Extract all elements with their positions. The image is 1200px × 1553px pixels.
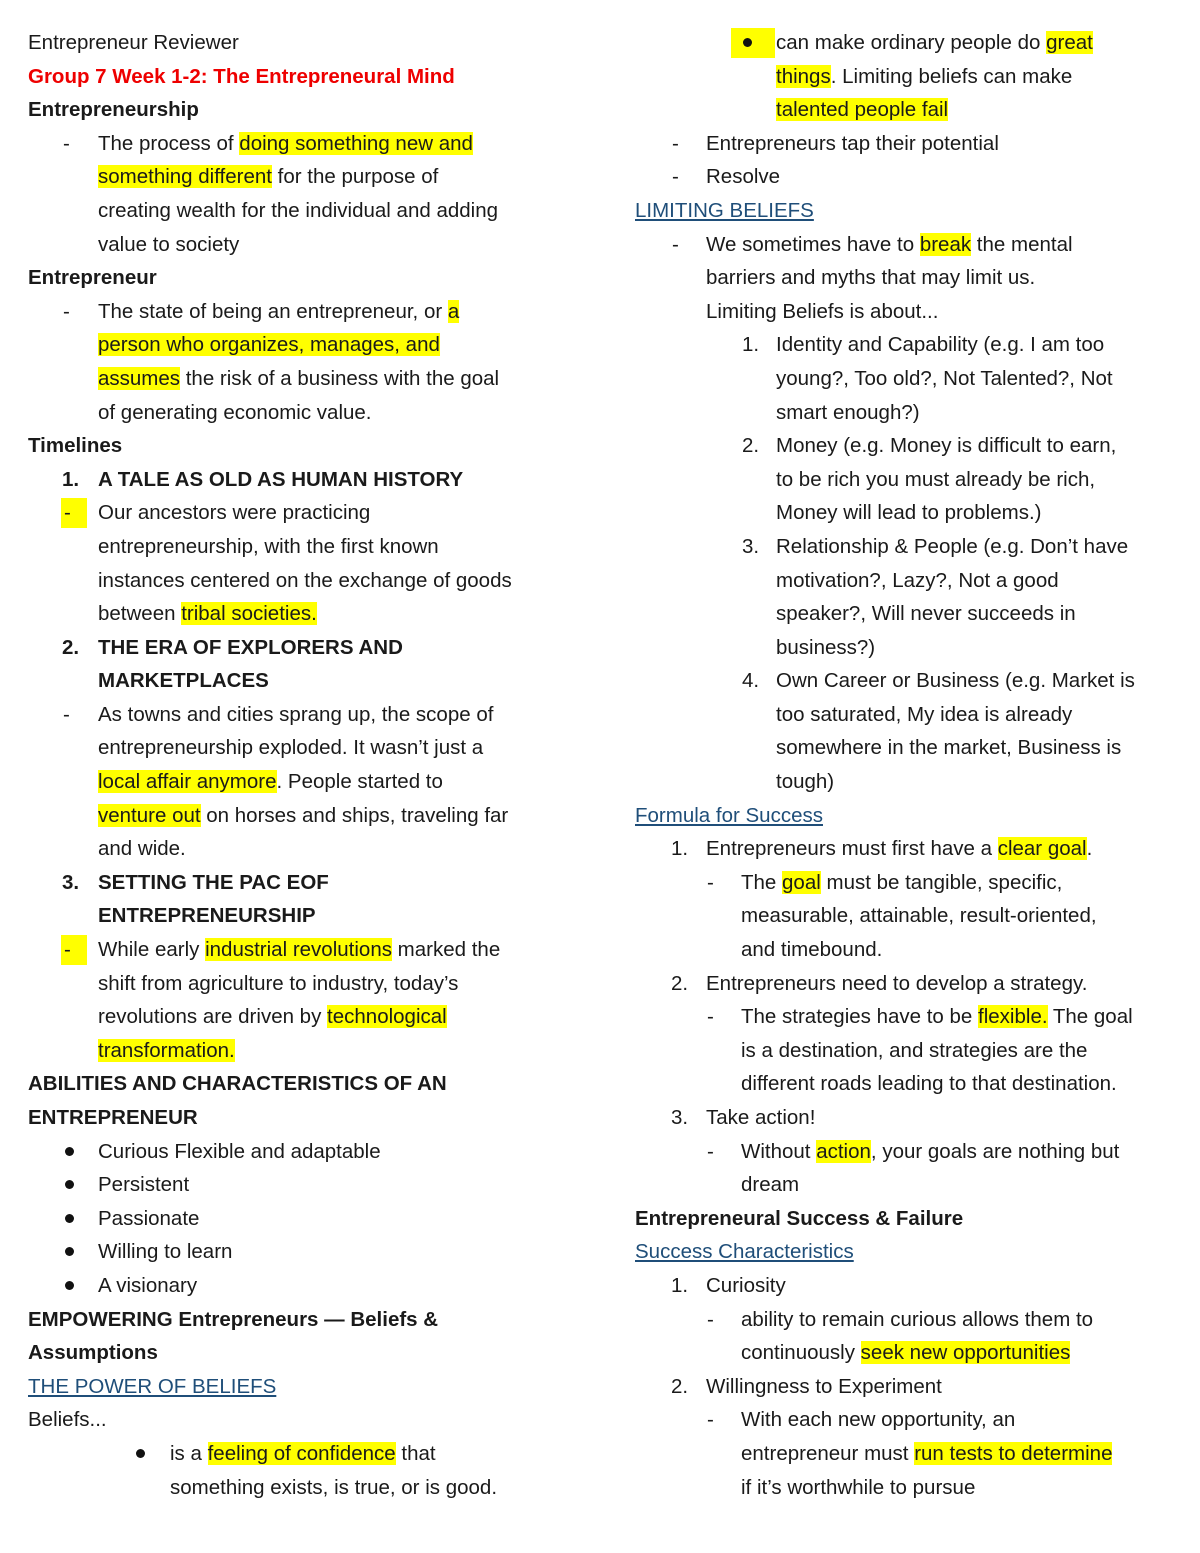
group-heading: Group 7 Week 1-2: The Entrepreneural Mind <box>28 64 455 88</box>
dash-marker: - <box>63 702 70 726</box>
bullet-icon <box>65 1147 74 1156</box>
sub-item-cont: dream <box>741 1173 800 1197</box>
sub-item-cont: and timebound. <box>741 938 883 962</box>
highlight: industrial revolutions <box>205 938 392 962</box>
dash-item-cont: Limiting Beliefs is about... <box>706 299 939 323</box>
list-item: 2. Entrepreneurs need to develop a strategy. <box>671 971 1088 995</box>
sub-item-cont: is a destination, and strategies are the <box>741 1038 1088 1062</box>
list-item: 1. Entrepreneurs must first have a clear goal. <box>671 837 1093 861</box>
list-item-cont: motivation?, Lazy?, Not a good <box>776 568 1059 592</box>
list-item: Persistent <box>28 1168 588 1202</box>
dash-marker: - <box>63 131 70 155</box>
dash-marker: - <box>672 131 679 155</box>
list-item: Willing to learn <box>28 1235 588 1269</box>
timeline-title: 2. THE ERA OF EXPLORERS AND <box>62 635 403 659</box>
def-line: something different for the purpose of <box>98 165 439 189</box>
def-line: assumes the risk of a business with the goal <box>98 366 500 390</box>
list-item-cont: smart enough?) <box>776 400 920 424</box>
list-item: 4. Own Career or Business (e.g. Market is <box>742 669 1135 693</box>
right-column <box>635 26 1180 1504</box>
definition-entrepreneurship <box>28 127 588 261</box>
link-formula-for-success[interactable]: Formula for Success <box>635 803 823 827</box>
list-item-cont: to be rich you must already be rich, <box>776 467 1096 491</box>
bullet-icon <box>136 1449 145 1458</box>
highlight: seek new opportunities <box>860 1341 1071 1365</box>
list-item-cont: things. Limiting beliefs can make <box>776 64 1073 88</box>
def-line: - The state of being an entrepreneur, or a <box>28 295 588 329</box>
def-line: - The process of doing something new and <box>28 127 588 161</box>
limiting-beliefs-list <box>635 328 1180 798</box>
dash-item: - Entrepreneurs tap their potential <box>635 127 1180 161</box>
list-item: 1. Identity and Capability (e.g. I am too <box>742 333 1105 357</box>
timeline-line <box>28 1034 588 1068</box>
list-item: 2. Money (e.g. Money is difficult to earn, <box>742 434 1117 458</box>
highlight: things <box>776 64 831 88</box>
heading-abilities: ABILITIES AND CHARACTERISTICS OF AN <box>28 1072 447 1096</box>
highlight: venture out <box>98 803 201 827</box>
sub-item: - The goal must be tangible, specific, <box>635 866 1180 900</box>
list-item: A visionary <box>28 1269 588 1303</box>
def-line <box>28 328 588 362</box>
list-item-cont: business?) <box>776 635 876 659</box>
list-item: 2. Willingness to Experiment <box>671 1374 942 1398</box>
dash-marker: - <box>707 1307 714 1331</box>
sub-item: - The strategies have to be flexible. The goal <box>635 1000 1180 1034</box>
highlight: action <box>816 1139 871 1163</box>
dash-marker: - <box>672 232 679 256</box>
highlight: clear goal <box>997 837 1087 861</box>
highlight: transformation. <box>98 1038 235 1062</box>
timeline-line: venture out on horses and ships, traveling far <box>98 803 509 827</box>
sub-item-cont: measurable, attainable, result-oriented, <box>741 904 1097 928</box>
bullet-icon <box>65 1214 74 1223</box>
link-success-characteristics[interactable]: Success Characteristics <box>635 1240 854 1264</box>
timeline-title: ENTREPRENEURSHIP <box>98 904 316 928</box>
document-title: Entrepreneur Reviewer <box>28 31 239 54</box>
sub-item-cont: different roads leading to that destination. <box>741 1072 1117 1096</box>
sub-item-cont: entrepreneur must run tests to determine <box>741 1441 1113 1465</box>
highlight: a <box>447 299 460 323</box>
heading-entrepreneur: Entrepreneur <box>28 266 157 290</box>
list-item: 1. Curiosity <box>671 1273 786 1297</box>
highlight: technological <box>327 1005 447 1029</box>
list-item: 3. Relationship & People (e.g. Don’t have <box>742 534 1129 558</box>
timeline-title: 3. SETTING THE PAC EOF <box>62 870 329 894</box>
sub-item-cont: if it’s worthwhile to pursue <box>741 1475 976 1499</box>
list-item: 3. Take action! <box>671 1106 816 1129</box>
sub-item: - With each new opportunity, an <box>635 1403 1180 1437</box>
heading-empowering: EMPOWERING Entrepreneurs — Beliefs & <box>28 1307 439 1331</box>
highlight: run tests to determine <box>914 1441 1113 1465</box>
highlight: goal <box>782 870 821 894</box>
def-line: of generating economic value. <box>98 400 372 424</box>
highlight: local affair anymore <box>98 770 277 794</box>
list-item-cont: too saturated, My idea is already <box>776 702 1073 726</box>
timeline-line: - As towns and cities sprang up, the scope of <box>28 698 588 732</box>
dash-marker: - <box>63 299 70 323</box>
def-line: value to society <box>98 232 240 256</box>
highlight: flexible. <box>978 1005 1048 1029</box>
sub-item: - Without action, your goals are nothing but <box>635 1135 1180 1169</box>
dash-marker: - <box>707 1005 714 1029</box>
highlight: something different <box>98 165 272 189</box>
list-item-cont <box>635 93 1180 127</box>
highlight: tribal societies. <box>181 602 317 626</box>
dash-item-cont: barriers and myths that may limit us. <box>706 266 1036 290</box>
link-limiting-beliefs[interactable]: LIMITING BELIEFS <box>635 198 814 222</box>
list-item-cont: speaker?, Will never succeeds in <box>776 602 1076 626</box>
heading-empowering-cont: Assumptions <box>28 1341 158 1365</box>
list-item: can make ordinary people do great <box>635 26 1180 60</box>
heading-abilities-cont: ENTREPRENEUR <box>28 1106 198 1129</box>
definition-entrepreneur <box>28 295 588 429</box>
dash-marker: - <box>707 1408 714 1432</box>
highlight: great <box>1046 31 1093 54</box>
list-item-cont: Money will lead to problems.) <box>776 501 1042 525</box>
highlight: person who organizes, manages, and <box>98 333 440 357</box>
dash-item: - We sometimes have to break the mental <box>635 228 1180 262</box>
timeline-line: entrepreneurship, with the first known <box>98 534 439 558</box>
list-item: is a feeling of confidence that <box>28 1437 588 1471</box>
sub-item: - ability to remain curious allows them to <box>635 1303 1180 1337</box>
abilities-list <box>28 1135 588 1303</box>
timeline-line: instances centered on the exchange of goods <box>98 568 512 592</box>
link-power-of-beliefs[interactable]: THE POWER OF BELIEFS <box>28 1374 277 1398</box>
bullet-icon <box>65 1281 74 1290</box>
timeline-line: entrepreneurship exploded. It wasn’t just a <box>98 736 484 760</box>
list-item-cont: something exists, is true, or is good. <box>170 1475 498 1499</box>
left-column <box>28 26 588 1504</box>
list-item-cont: tough) <box>776 770 835 794</box>
heading-success-failure: Entrepreneural Success & Failure <box>635 1206 964 1230</box>
list-item: Passionate <box>28 1202 588 1236</box>
list-item: Curious Flexible and adaptable <box>28 1135 588 1169</box>
timeline-line: local affair anymore. People started to <box>98 770 443 794</box>
heading-timelines: Timelines <box>28 434 123 458</box>
timeline-title: MARKETPLACES <box>98 669 269 693</box>
highlight: feeling of confidence <box>207 1441 396 1465</box>
timeline-line: and wide. <box>98 837 186 861</box>
timeline-line: - Our ancestors were practicing <box>28 496 588 530</box>
heading-entrepreneurship: Entrepreneurship <box>28 98 199 122</box>
sub-item-cont: continuously seek new opportunities <box>741 1341 1071 1365</box>
highlight: break <box>919 232 972 256</box>
timeline-line: - While early industrial revolutions marked the <box>28 933 588 967</box>
highlight: talented people fail <box>776 98 949 122</box>
bullet-icon <box>65 1180 74 1189</box>
def-line: creating wealth for the individual and adding <box>98 198 499 222</box>
bullet-highlight <box>731 28 775 58</box>
dash-item: - Resolve <box>635 160 1180 194</box>
timeline-title: 1. A TALE AS OLD AS HUMAN HISTORY <box>62 467 464 491</box>
highlight: assumes <box>98 366 181 390</box>
list-item-cont: young?, Too old?, Not Talented?, Not <box>776 366 1113 390</box>
list-item-cont: somewhere in the market, Business is <box>776 736 1122 760</box>
dash-marker: - <box>672 165 679 189</box>
timeline-line: shift from agriculture to industry, today’s <box>98 971 459 995</box>
beliefs-label: Beliefs... <box>28 1408 107 1432</box>
timeline-line: revolutions are driven by technological <box>98 1005 447 1029</box>
bullet-icon <box>743 38 752 47</box>
bullet-icon <box>65 1247 74 1256</box>
highlight: doing something new and <box>239 131 473 155</box>
dash-marker: - <box>707 1139 714 1163</box>
dash-marker: - <box>707 870 714 894</box>
timeline-line: between tribal societies. <box>98 602 317 626</box>
